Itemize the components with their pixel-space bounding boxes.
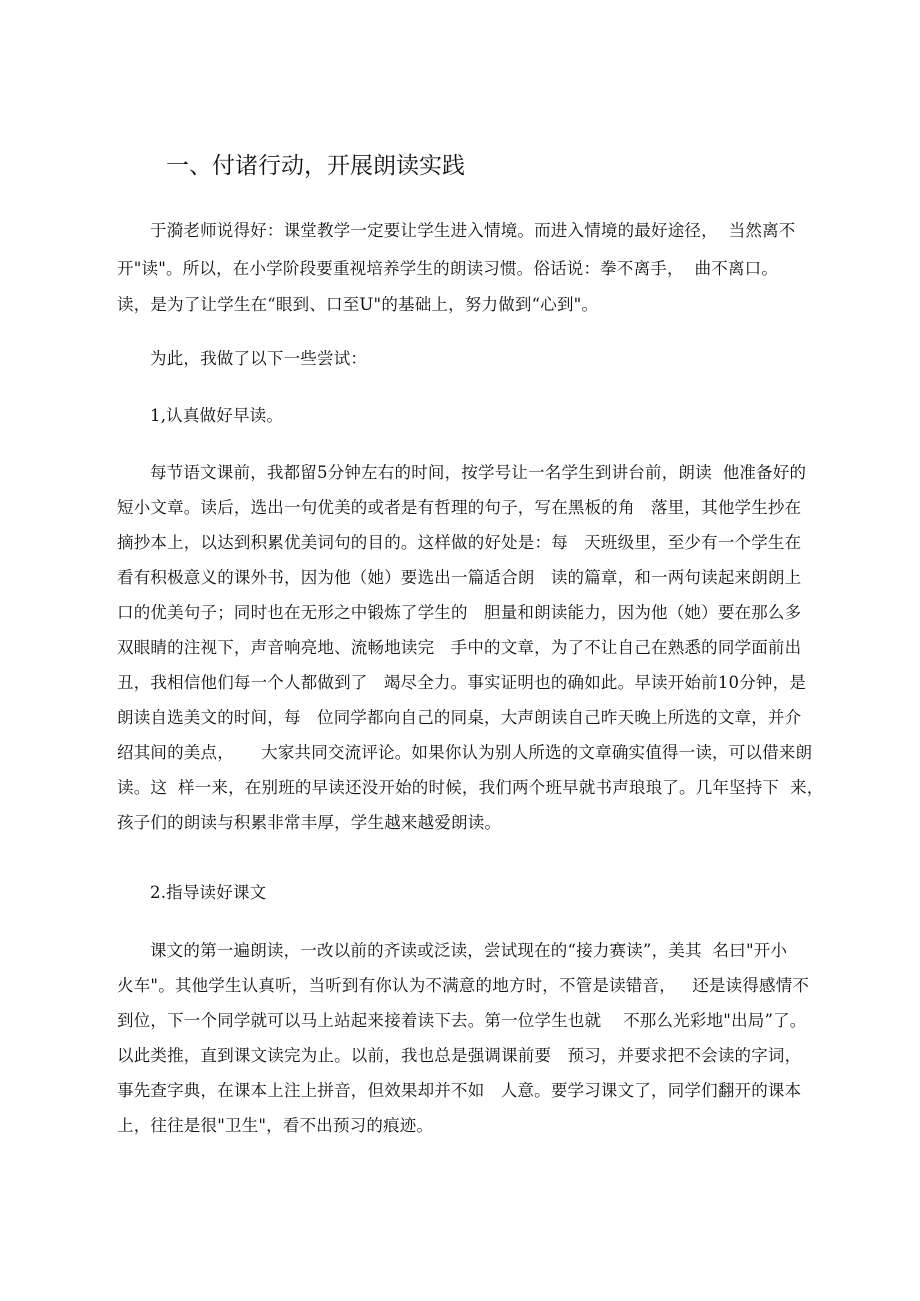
item2-body-line: 课文的第一遍朗读，一改以前的齐读或泛读，尝试现在的“接力赛读”，美其 名曰"开小 — [150, 941, 788, 960]
item1-body-line: 看有积极意义的课外书，因为他（她）要选出一篇适合朗 读的篇章，和一两句读起来朗朗上 — [117, 568, 802, 587]
item1-body-line: 每节语文课前，我都留5分钟左右的时间，按学号让一名学生到讲台前，朗读 他准备好的 — [150, 463, 807, 482]
item1-body-line: 朗读自选美文的时间，每 位同学都向自己的同桌，大声朗读自己昨天晚上所选的文章，并介 — [117, 708, 802, 727]
intro-line: 读，是为了让学生在“眼到、口至U"的基础上，努力做到“心到"。 — [117, 295, 599, 314]
section-heading: 一、付诸行动，开展朗读实践 — [166, 153, 465, 179]
intro-line: 开"读"。所以，在小学阶段要重视培养学生的朗读习惯。俗话说：拳不离手， 曲不离口。 — [117, 259, 779, 278]
item2-body-line: 火车"。其他学生认真听，当听到有你认为不满意的地方时，不管是读错音， 还是读得感情不 — [117, 976, 810, 995]
item1-body-line: 口的优美句子；同时也在无形之中锻炼了学生的 胆量和朗读能力，因为他（她）要在那么多 — [117, 603, 802, 622]
item1-body-line: 读。这 样一来，在别班的早读还没开始的时候，我们两个班早就书声琅琅了。几年坚持下 来， — [117, 778, 824, 797]
item1-body-line: 短小文章。读后，选出一句优美的或者是有哲理的句子，写在黑板的角 落里，其他学生抄在 — [117, 498, 802, 517]
item2-body-line: 事先查字典，在课本上注上拼音，但效果却并不如 人意。要学习课文了，同学们翻开的课本 — [117, 1081, 802, 1100]
item1-body-line: 孩子们的朗读与积累非常丰厚，学生越来越爱朗读。 — [117, 813, 502, 832]
item1-body-line: 丑，我相信他们每一个人都做到了 竭尽全力。事实证明也的确如此。早读开始前10分钟，是 — [117, 673, 807, 692]
item1-body-line: 绍其间的美点， 大家共同交流评论。如果你认为别人所选的文章确实值得一读，可以借来朗 — [117, 743, 813, 762]
lead-sentence: 为此，我做了以下一些尝试： — [150, 349, 368, 368]
intro-line: 于漪老师说得好：课堂教学一定要让学生进入情境。而进入情境的最好途径， 当然离不 — [150, 221, 796, 240]
item2-body-line: 到位，下一个同学就可以马上站起来接着读下去。第一位学生也就 不那么光彩地"出局”了。 — [117, 1011, 807, 1030]
item2-body-line: 上，往往是很"卫生"，看不出预习的痕迹。 — [117, 1116, 434, 1135]
item1-body-line: 摘抄本上，以达到积累优美词句的目的。这样做的好处是：每 天班级里，至少有一个学生在 — [117, 533, 802, 552]
item1-title: 1,认真做好早读。 — [150, 406, 284, 425]
item2-title: 2.指导读好课文 — [150, 883, 267, 902]
item1-body-line: 双眼睛的注视下，声音响亮地、流畅地读完 手中的文章，为了不让自己在熟悉的同学面前出 — [117, 638, 802, 657]
item2-body-line: 以此类推，直到课文读完为止。以前，我也总是强调课前要 预习，并要求把不会读的字词， — [117, 1046, 802, 1065]
